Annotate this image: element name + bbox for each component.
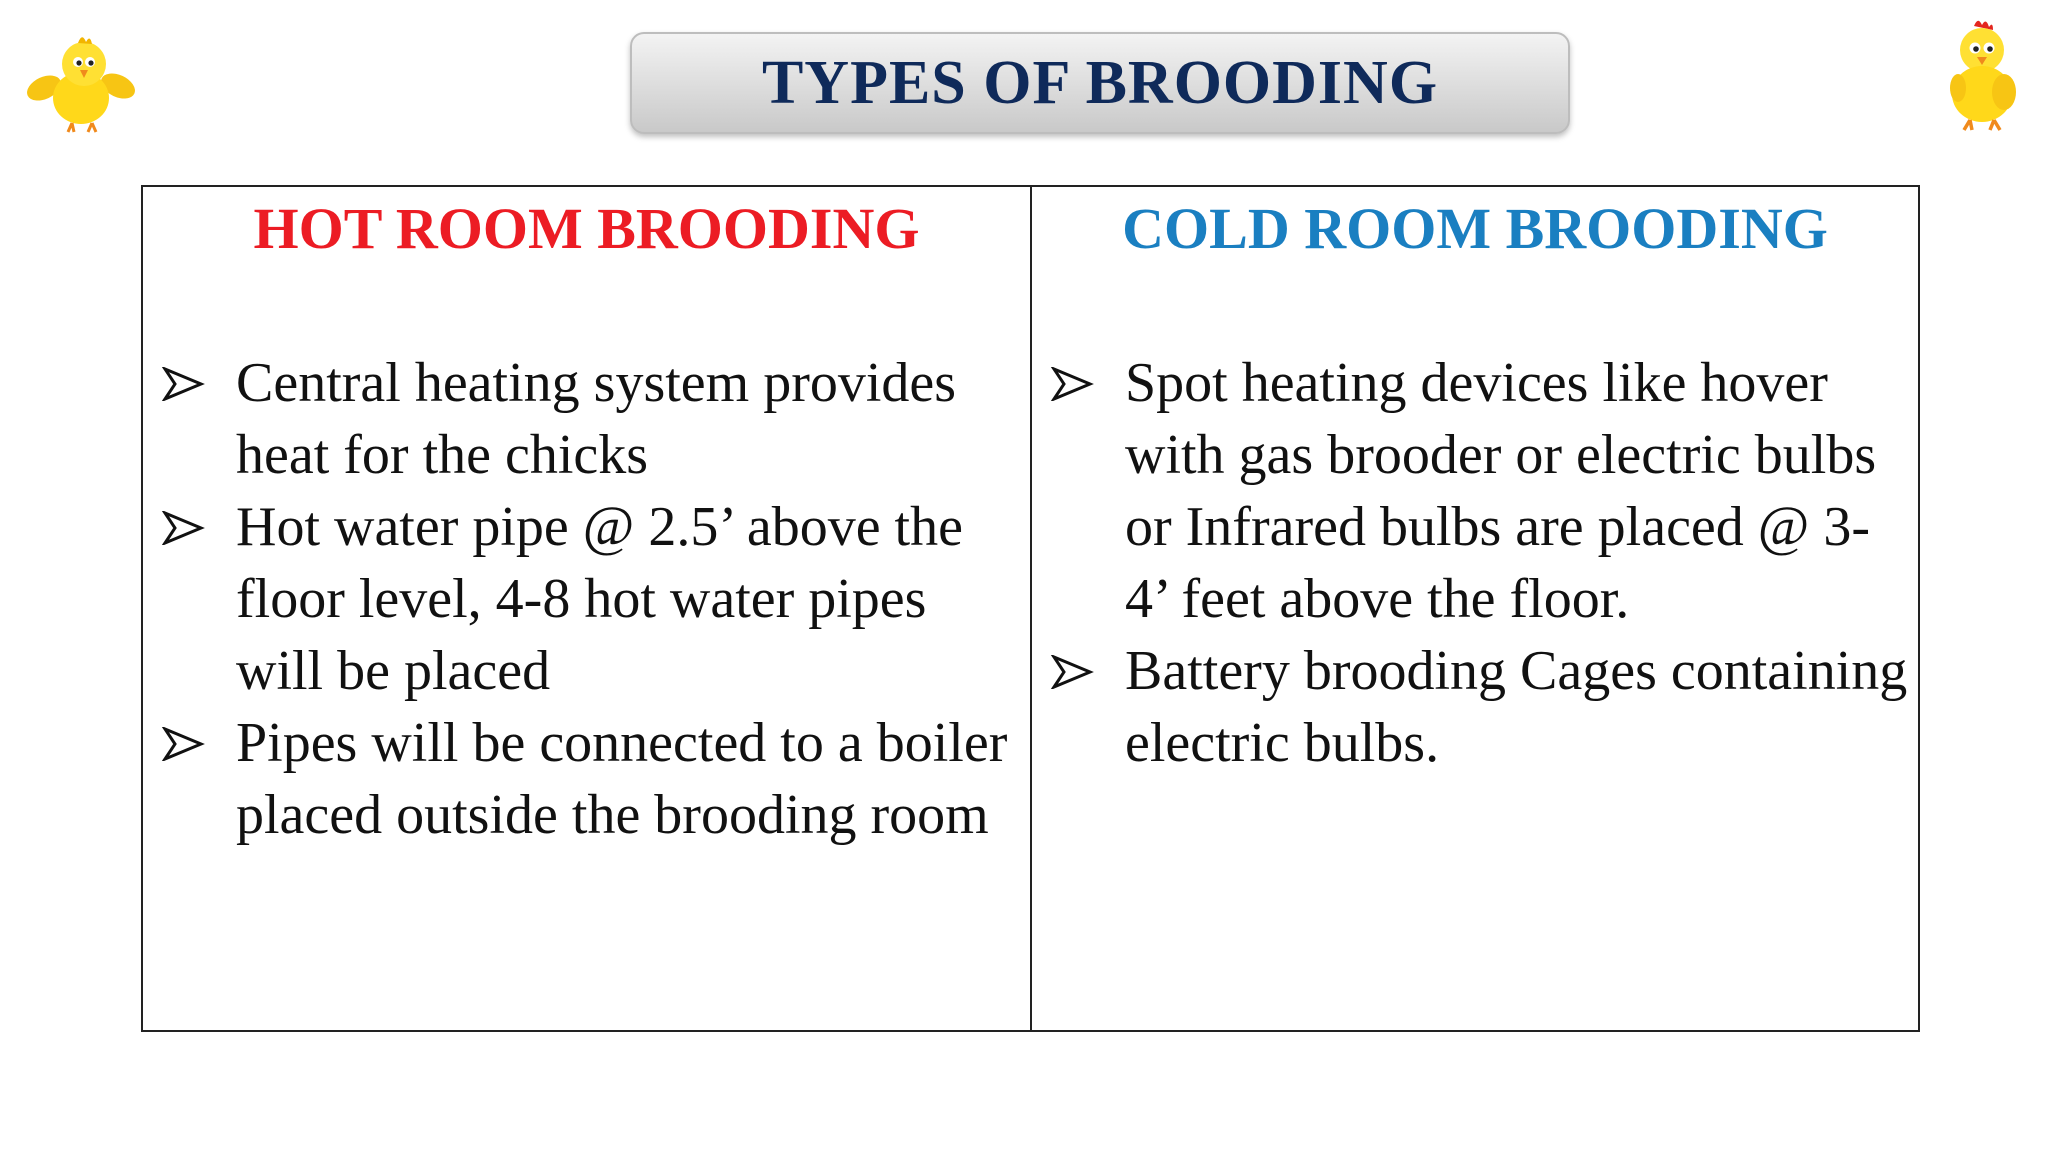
cold-room-column xyxy=(1032,187,1918,1030)
cold-room-bullet-list xyxy=(1050,347,1912,779)
bullet-text: Pipes will be connected to a boiler placed outside the brooding room xyxy=(236,712,1008,846)
chick-standing-icon xyxy=(1930,16,2030,136)
hot-room-bullet-list xyxy=(161,347,1024,851)
hot-room-column xyxy=(143,187,1032,1030)
bullet-item xyxy=(1050,635,1912,779)
bullet-item xyxy=(161,491,1024,707)
bullet-item xyxy=(1050,347,1912,635)
title-banner xyxy=(630,32,1570,134)
bullet-text: Spot heating devices like hover with gas brooder or electric bulbs or Infrared bulbs are placed @ 3-4’ feet above the floor. xyxy=(1125,352,1877,630)
arrow-bullet-icon xyxy=(161,511,205,545)
bullet-item xyxy=(161,347,1024,491)
bullet-text: Central heating system provides heat for the chicks xyxy=(236,352,957,486)
hot-room-heading: HOT ROOM BROODING xyxy=(253,196,920,261)
arrow-bullet-icon xyxy=(1050,655,1094,689)
arrow-bullet-icon xyxy=(161,727,205,761)
comparison-table xyxy=(141,185,1920,1032)
chick-flapping-icon xyxy=(26,26,136,136)
arrow-bullet-icon xyxy=(1050,367,1094,401)
arrow-bullet-icon xyxy=(161,367,205,401)
cold-room-heading: COLD ROOM BROODING xyxy=(1122,196,1828,261)
slide-title: TYPES OF BROODING xyxy=(761,48,1439,117)
bullet-item xyxy=(161,707,1024,851)
bullet-text: Battery brooding Cages containing electric bulbs. xyxy=(1125,640,1908,774)
bullet-text: Hot water pipe @ 2.5’ above the floor level, 4-8 hot water pipes will be placed xyxy=(236,496,963,702)
